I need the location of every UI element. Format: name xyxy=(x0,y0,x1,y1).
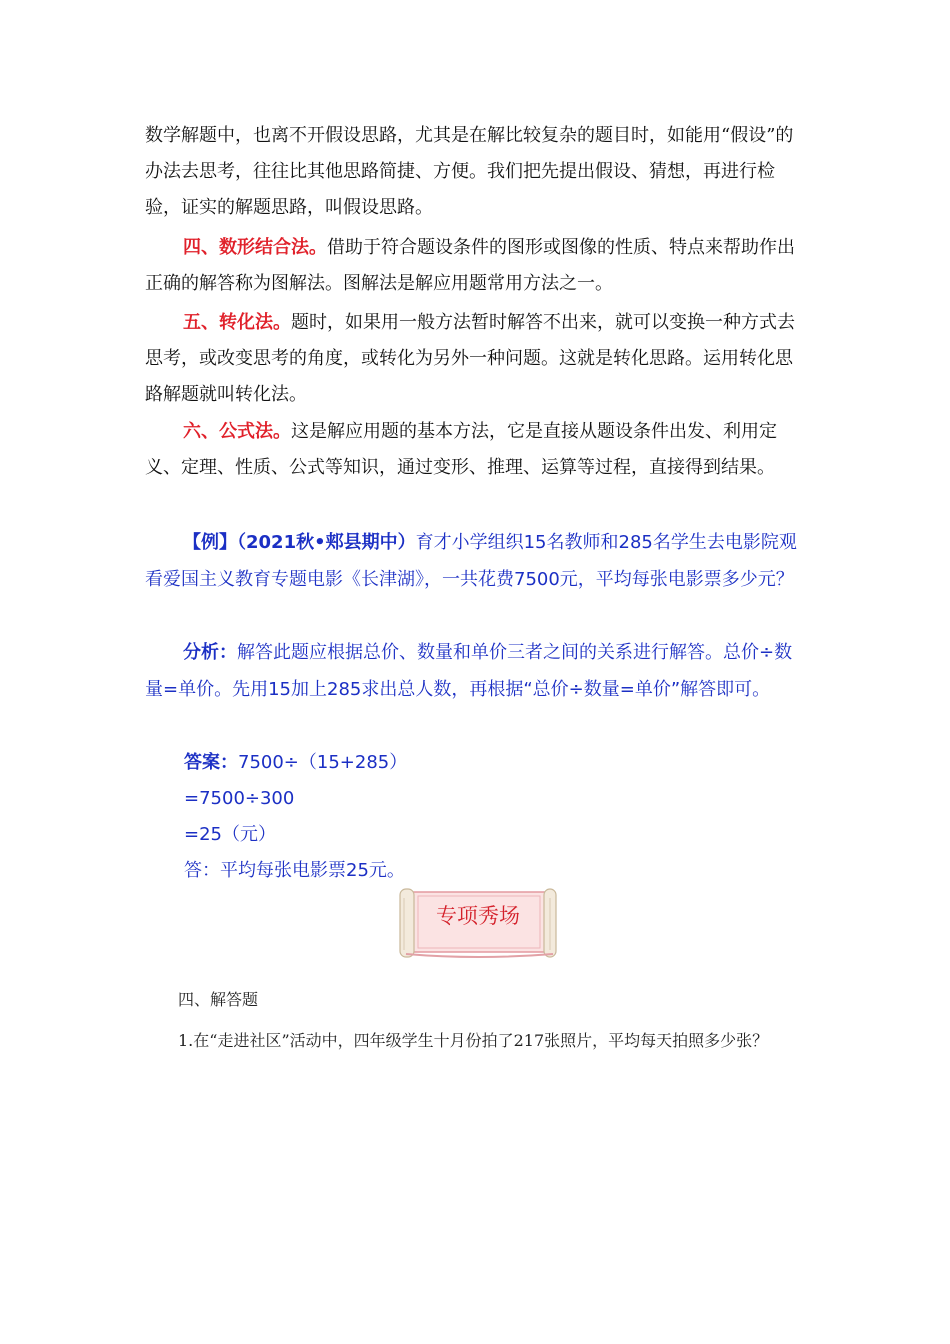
method-6-text: 这是解应用题的基本方法，它是直接从题设条件出发、利用定义、定理、性质、公式等知识，通过变形、推理、运算等过程，直接得到结果。 xyxy=(145,421,777,478)
scroll-banner xyxy=(398,888,558,960)
method-4-paragraph xyxy=(145,230,805,302)
intro-paragraph: 数学解题中，也离不开假设思路，尤其是在解比较复杂的题目时，如能用“假设”的办法去思考，往往比其他思路简捷、方便。我们把先提出假设、猜想，再进行检验，证实的解题思路，叫假设思路。 xyxy=(145,125,794,218)
example-text: 育才小学组织15名教师和285名学生去电影院观看爱国主义教育专题电影《长津湖》，一共花费7500元，平均每张电影票多少元？ xyxy=(145,532,797,590)
example-paragraph xyxy=(145,524,805,598)
answer-label: 答案： xyxy=(184,752,238,773)
method-4-title: 四、数形结合法。 xyxy=(183,237,327,258)
example-tag: 【例】 xyxy=(183,532,237,553)
method-5-text: 题时，如果用一般方法暂时解答不出来，就可以变换一种方式去思考，或改变思考的角度，或转化为另外一种问题。这就是转化思路。运用转化思路解题就叫转化法。 xyxy=(145,312,795,405)
example-source: （2021秋•郏县期中） xyxy=(237,532,416,553)
analysis-label: 分析： xyxy=(183,642,237,663)
answer-final: 答：平均每张电影票25元。 xyxy=(184,860,405,881)
answer-line-2: =7500÷300 xyxy=(184,788,295,809)
answer-line-3: =25（元） xyxy=(184,824,276,845)
banner-title: 专项秀场 xyxy=(436,904,520,928)
method-4-text: 借助于符合题设条件的图形或图像的性质、特点来帮助作出正确的解答称为图解法。图解法是解应用题常用方法之一。 xyxy=(145,237,795,294)
method-5-paragraph xyxy=(145,305,805,413)
analysis-paragraph xyxy=(145,634,805,708)
answer-expression: 7500÷（15+285） xyxy=(238,752,408,773)
analysis-text: 解答此题应根据总价、数量和单价三者之间的关系进行解答。总价÷数量=单价。先用15加上285求出总人数，再根据“总价÷数量=单价”解答即可。 xyxy=(145,642,793,700)
question-1: 1.在“走进社区”活动中，四年级学生十月份拍了217张照片，平均每天拍照多少张？ xyxy=(178,1031,769,1050)
method-6-title: 六、公式法。 xyxy=(183,421,291,442)
section-heading: 四、解答题 xyxy=(178,990,259,1009)
method-5-title: 五、转化法。 xyxy=(183,312,291,333)
answer-line-1 xyxy=(184,748,407,778)
method-6-paragraph xyxy=(145,414,805,486)
